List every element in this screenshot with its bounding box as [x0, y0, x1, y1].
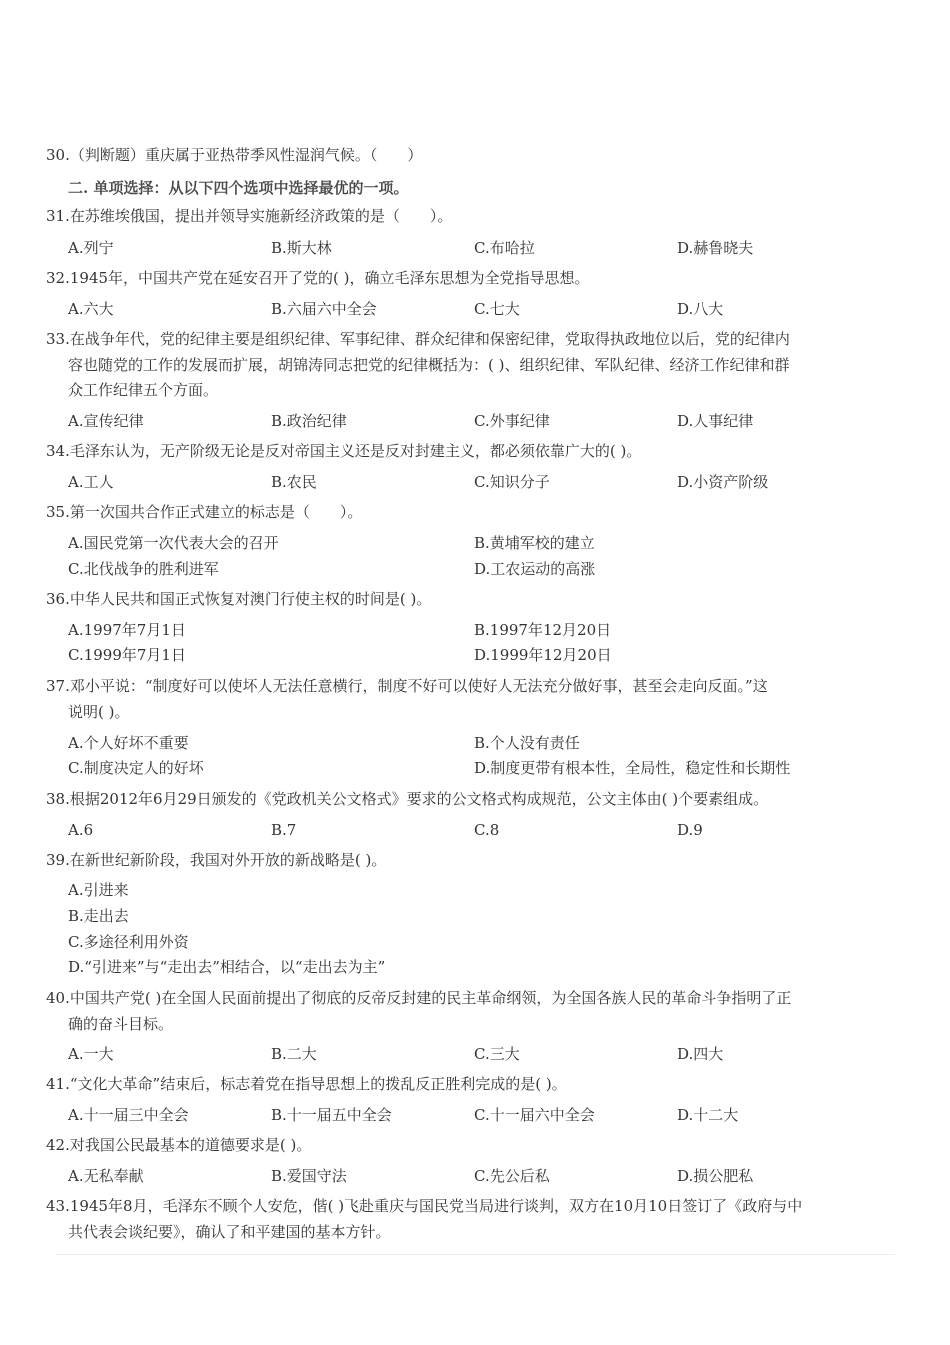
q34-option-b[interactable]: B.农民	[271, 473, 317, 491]
q33-option-d[interactable]: D.人事纪律	[677, 412, 754, 430]
question-43-stem-line2: 共代表会谈纪要》，确认了和平建国的基本方针。	[68, 1223, 391, 1241]
section-heading: 二. 单项选择：从以下四个选项中选择最优的一项。	[68, 179, 409, 197]
q32-option-c[interactable]: C.七大	[474, 300, 520, 318]
q31-option-a[interactable]: A.列宁	[68, 239, 114, 257]
q39-option-b[interactable]: B.走出去	[68, 907, 129, 925]
question-37-stem-line1: 37.邓小平说：“制度好可以使坏人无法任意横行，制度不好可以使好人无法充分做好事，甚至会走向反面。”这	[46, 677, 768, 695]
question-41-stem: 41.“文化大革命”结束后，标志着党在指导思想上的拨乱反正胜利完成的是( )。	[46, 1075, 567, 1093]
q41-option-c[interactable]: C.十一届六中全会	[474, 1106, 595, 1124]
q35-option-b[interactable]: B.黄埔军校的建立	[474, 534, 595, 552]
q34-option-c[interactable]: C.知识分子	[474, 473, 550, 491]
q35-option-c[interactable]: C.北伐战争的胜利进军	[68, 560, 219, 578]
question-34-stem: 34.毛泽东认为，无产阶级无论是反对帝国主义还是反对封建主义，都必须依靠广大的( )。	[46, 442, 642, 460]
q36-option-b[interactable]: B.1997年12月20日	[474, 621, 612, 639]
q42-option-a[interactable]: A.无私奉献	[68, 1167, 144, 1185]
q31-option-b[interactable]: B.斯大林	[271, 239, 332, 257]
question-37-stem-line2: 说明( )。	[68, 703, 130, 721]
q32-option-b[interactable]: B.六届六中全会	[271, 300, 377, 318]
q37-option-d[interactable]: D.制度更带有根本性，全局性，稳定性和长期性	[474, 759, 791, 777]
q40-option-d[interactable]: D.四大	[677, 1045, 724, 1063]
q42-option-c[interactable]: C.先公后私	[474, 1167, 550, 1185]
question-43-stem-line1: 43.1945年8月，毛泽东不顾个人安危，偕( )飞赴重庆与国民党当局进行谈判，双方在10月10日签订了《政府与中	[46, 1197, 803, 1215]
question-40-stem-line1: 40.中国共产党( )在全国人民面前提出了彻底的反帝反封建的民主革命纲领，为全国各族人民的革命斗争指明了正	[46, 989, 792, 1007]
q39-option-d[interactable]: D.“引进来”与“走出去”相结合，以“走出去为主”	[68, 958, 386, 976]
q35-option-a[interactable]: A.国民党第一次代表大会的召开	[68, 534, 279, 552]
question-40-stem-line2: 确的奋斗目标。	[68, 1015, 174, 1033]
question-33-stem-line1: 33.在战争年代，党的纪律主要是组织纪律、军事纪律、群众纪律和保密纪律，党取得执政地位以后，党的纪律内	[46, 330, 790, 348]
question-35-stem: 35.第一次国共合作正式建立的标志是（ ）。	[46, 503, 363, 521]
footer-divider	[55, 1254, 895, 1255]
question-39-stem: 39.在新世纪新阶段，我国对外开放的新战略是( )。	[46, 851, 387, 869]
q36-option-c[interactable]: C.1999年7月1日	[68, 646, 186, 664]
question-33-stem-line2: 容也随党的工作的发展而扩展，胡锦涛同志把党的纪律概括为：( )、组织纪律、军队纪律、经济工作纪律和群	[68, 356, 790, 374]
q35-option-d[interactable]: D.工农运动的高涨	[474, 560, 596, 578]
question-30: 30.（判断题）重庆属于亚热带季风性湿润气候。（ ）	[46, 146, 423, 164]
q41-option-a[interactable]: A.十一届三中全会	[68, 1106, 189, 1124]
q34-option-a[interactable]: A.工人	[68, 473, 114, 491]
q40-option-b[interactable]: B.二大	[271, 1045, 317, 1063]
q36-option-a[interactable]: A.1997年7月1日	[68, 621, 186, 639]
q38-option-d[interactable]: D.9	[677, 821, 703, 839]
q32-option-a[interactable]: A.六大	[68, 300, 114, 318]
q39-option-c[interactable]: C.多途径利用外资	[68, 933, 189, 951]
question-42-stem: 42.对我国公民最基本的道德要求是( )。	[46, 1136, 312, 1154]
q42-option-d[interactable]: D.损公肥私	[677, 1167, 754, 1185]
q38-option-a[interactable]: A.6	[68, 821, 94, 839]
q42-option-b[interactable]: B.爱国守法	[271, 1167, 347, 1185]
q36-option-d[interactable]: D.1999年12月20日	[474, 646, 612, 664]
question-32-stem: 32.1945年，中国共产党在延安召开了党的( )，确立毛泽东思想为全党指导思想。	[46, 269, 590, 287]
q39-option-a[interactable]: A.引进来	[68, 881, 129, 899]
question-36-stem: 36.中华人民共和国正式恢复对澳门行使主权的时间是( )。	[46, 590, 432, 608]
q33-option-a[interactable]: A.宣传纪律	[68, 412, 144, 430]
q33-option-c[interactable]: C.外事纪律	[474, 412, 550, 430]
q40-option-a[interactable]: A.一大	[68, 1045, 114, 1063]
question-38-stem: 38.根据2012年6月29日颁发的《党政机关公文格式》要求的公文格式构成规范，公文主体由( )个要素组成。	[46, 790, 769, 808]
q41-option-b[interactable]: B.十一届五中全会	[271, 1106, 392, 1124]
q37-option-a[interactable]: A.个人好坏不重要	[68, 734, 189, 752]
q37-option-b[interactable]: B.个人没有责任	[474, 734, 580, 752]
q34-option-d[interactable]: D.小资产阶级	[677, 473, 769, 491]
q32-option-d[interactable]: D.八大	[677, 300, 724, 318]
q38-option-c[interactable]: C.8	[474, 821, 500, 839]
question-33-stem-line3: 众工作纪律五个方面。	[68, 381, 219, 399]
question-31-stem: 31.在苏维埃俄国，提出并领导实施新经济政策的是（ ）。	[46, 207, 453, 225]
q37-option-c[interactable]: C.制度决定人的好坏	[68, 759, 204, 777]
q31-option-d[interactable]: D.赫鲁晓夫	[677, 239, 754, 257]
q31-option-c[interactable]: C.布哈拉	[474, 239, 535, 257]
q33-option-b[interactable]: B.政治纪律	[271, 412, 347, 430]
q41-option-d[interactable]: D.十二大	[677, 1106, 739, 1124]
q38-option-b[interactable]: B.7	[271, 821, 297, 839]
q40-option-c[interactable]: C.三大	[474, 1045, 520, 1063]
